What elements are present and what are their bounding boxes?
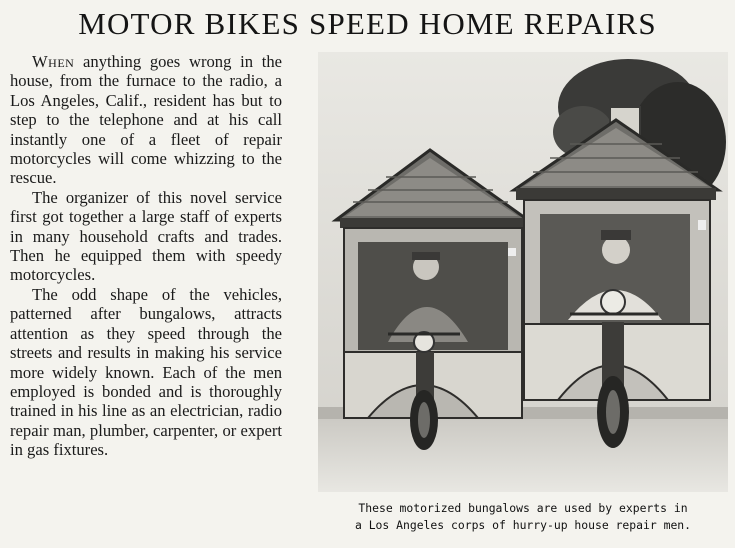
headline: MOTOR BIKES SPEED HOME REPAIRS: [78, 6, 657, 41]
paragraph-2: The organizer of this novel service first got together a large staff of experts in many household crafts and trades. Then he equipped them with speedy motorcycles.: [10, 187, 282, 285]
paragraph-1: [10, 52, 282, 188]
article-body: [10, 52, 282, 460]
paragraph-1-text: anything goes wrong in the house, from the furnace to the radio, a Los Angeles, Calif., resident has but to step to the telephone and at his call instantly one of a fleet of repair motorcycles will come whizzing to the rescue.: [10, 52, 282, 188]
photo-caption: [318, 500, 728, 534]
lead-word: When: [32, 52, 75, 71]
paragraph-3: The odd shape of the vehicles, patterned after bungalows, attracts attention as they speed through the streets and results in making his service more widely known. Each of the men employed is bonded and is thoroughly trained in his line as an electrician, radio repair man, plumber, carpenter, or expert in gas fixtures.: [10, 284, 282, 460]
caption-line-1: These motorized bungalows are used by experts in: [358, 501, 688, 515]
photograph: [318, 52, 728, 492]
caption-line-2: a Los Angeles corps of hurry-up house repair men.: [354, 518, 692, 532]
